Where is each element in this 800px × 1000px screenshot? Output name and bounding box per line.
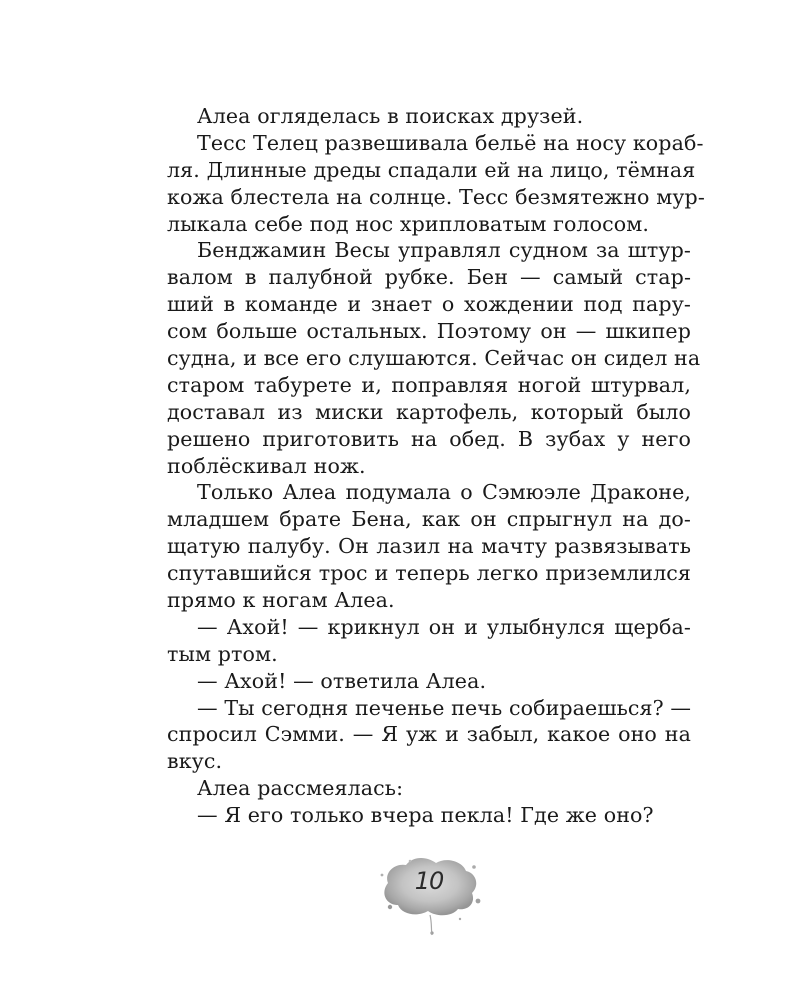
text-line: — Я его только вчера пекла! Где же оно? [197,803,654,828]
text-line: спутавшийся трос и теперь легко приземлился [167,561,691,586]
text-line: сом больше остальных. Поэтому он — шкипер [167,319,691,344]
body-text [167,103,705,829]
text-line: — Ахой! — ответила Алеа. [197,668,487,693]
text-line: щатую палубу. Он лазил на мачту развязывать [167,534,691,559]
text-line: Алеа рассмеялась: [197,776,404,801]
text-line: вкус. [167,749,223,774]
text-line: валом в палубной рубке. Бен — самый стар- [167,265,691,290]
text-line: ля. Длинные дреды спадали ей на лицо, тёмная [167,157,696,182]
text-line: Алеа огляделась в поисках друзей. [197,104,584,128]
text-line: тым ртом. [167,641,278,666]
text-line: кожа блестела на солнце. Тесс безмятежно мур- [167,184,705,209]
text-line: — Ахой! — крикнул он и улыбнулся щерба- [197,614,691,639]
text-line: решено приготовить на обед. В зубах у него [167,426,691,451]
text-line: поблёскивал нож. [167,453,366,478]
text-line: доставал из миски картофель, который было [167,399,691,424]
page-footer [370,845,490,940]
text-line: лыкала себе под нос хрипловатым голосом. [167,211,650,236]
text-line: старом табурете и, поправляя ногой штурвал, [167,372,691,397]
text-line: Только Алеа подумала о Сэмюэле Драконе, [197,480,691,505]
text-line: спросил Сэмми. — Я уж и забыл, какое оно на [167,722,691,747]
page-number: 10 [414,867,444,895]
text-line: Тесс Телец развешивала бельё на носу кораб- [197,130,704,155]
text-line: судна, и все его слушаются. Сейчас он сидел на [167,346,701,371]
text-line: ший в команде и знает о хождении под пару- [167,292,691,317]
text-line: прямо к ногам Алеа. [167,588,395,613]
text-line: Бенджамин Весы управлял судном за штур- [197,238,691,263]
text-line: младшем брате Бена, как он спрыгнул на до- [167,507,691,532]
text-line: — Ты сегодня печенье печь собираешься? — [197,695,692,720]
